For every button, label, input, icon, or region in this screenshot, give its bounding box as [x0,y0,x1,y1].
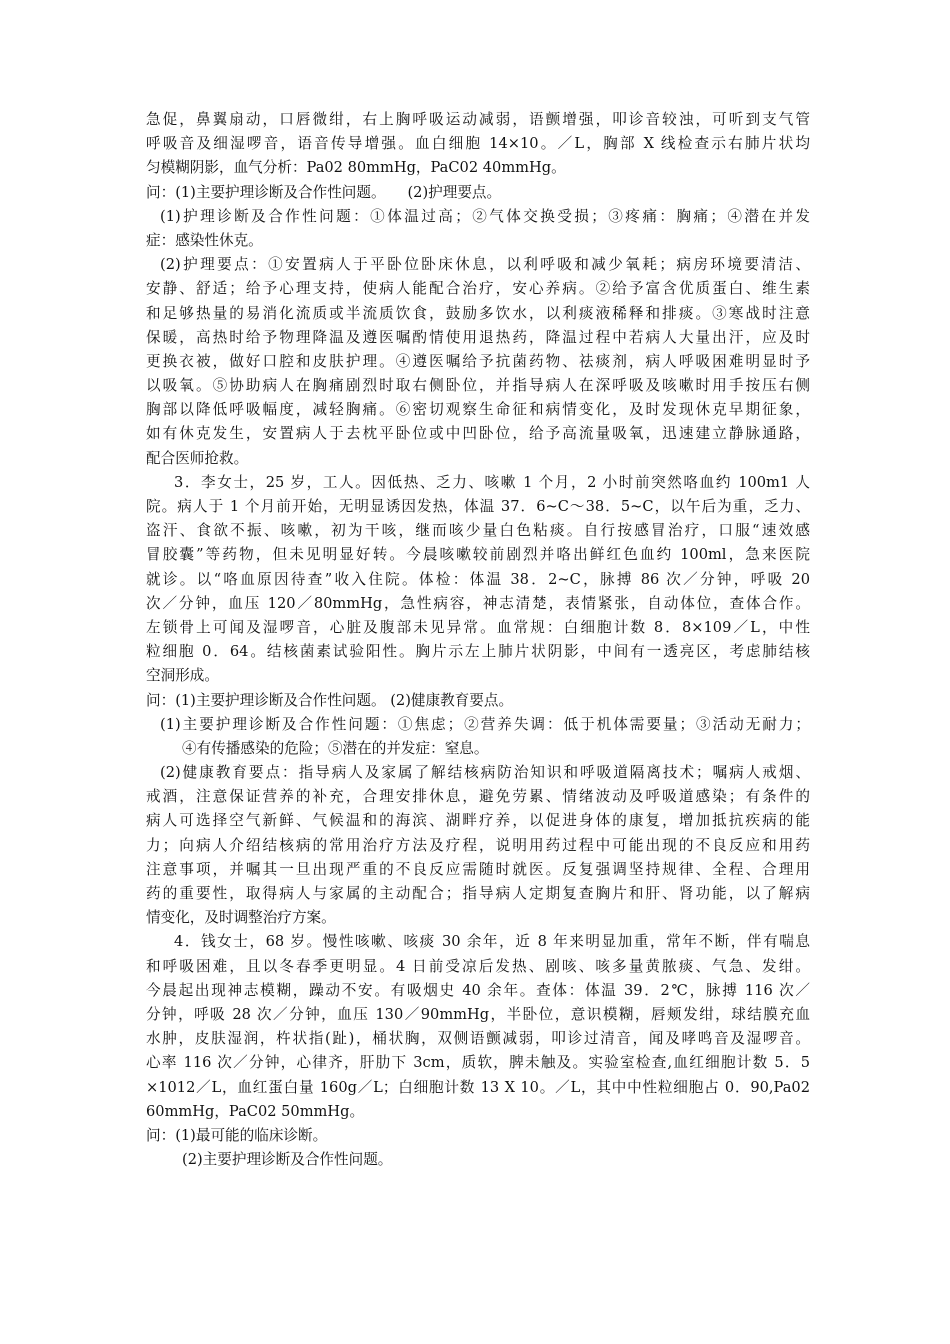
answer3-line-2: ④有传播感染的危险；⑤潜在的并发症：窒息。 [182,739,489,757]
care-points-line-6: 以吸氧。⑤协助病人在胸痛剧烈时取右侧卧位，并指导病人在深呼吸及咳嗽时用手按压右侧 [146,377,810,395]
case3-line-4: 冒胶囊”等药物，但未见明显好转。今晨咳嗽较前剧烈并咯出鲜红色血约 100ml，急来医院 [146,546,810,564]
care-points-line-1: (2)护理要点：①安置病人于平卧位卧床休息，以利呼吸和减少氧耗；病房环境要清洁、 [160,256,810,274]
case3-line-6: 次／分钟，血压 120／80mmHg，急性病容，神志清楚，表情紧张，自动体位，查体合作。 [146,594,810,612]
case4-line-3: 今晨起出现神志模糊，躁动不安。有吸烟史 40 余年。查体：体温 39．2℃，脉搏 116 次／ [146,981,810,999]
case4-line-5: 水肿，皮肤湿润，杵状指(趾)，桶状胸，双侧语颤减弱，叩诊过清音，闻及哮鸣音及湿啰音。 [146,1030,810,1048]
education-line-3: 病人可选择空气新鲜、气候温和的海滨、湖畔疗养，以促进身体的康复，增加抵抗疾病的能 [146,812,810,830]
text-line-1: 急促，鼻翼扇动，口唇微绀，右上胸呼吸运动减弱，语颤增强，叩诊音较浊，可听到支气管 [146,111,810,128]
answer-line-1: (1)护理诊断及合作性问题：①体温过高；②气体交换受损；③疼痛：胸痛；④潜在并发 [160,207,810,225]
care-points-line-8: 如有休克发生，安置病人于去枕平卧位或中凹卧位，给予高流量吸氧，迅速建立静脉通路， [146,425,810,443]
text-line-3: 匀模糊阴影，血气分析：Pa02 80mmHg，PaC02 40mmHg。 [146,159,566,177]
question-line-3: 问：(1)最可能的临床诊断。 [146,1126,328,1144]
case4-line-2: 和呼吸困难，且以冬春季更明显。4 日前受凉后发热、剧咳、咳多量黄脓痰、气急、发绀。 [146,957,810,975]
case4-line-4: 分钟，呼吸 28 次／分钟，血压 130／90mmHg，半卧位，意识模糊，唇颊发绀，球结膜充血 [146,1005,810,1023]
education-line-5: 注意事项，并嘱其一旦出现严重的不良反应需随时就医。反复强调坚持规律、全程、合理用 [146,860,810,878]
case4-line-6: 心率 116 次／分钟，心律齐，肝肋下 3cm，质软，脾未触及。实验室检查,血红细胞计数 5．5 [146,1054,810,1072]
answer-line-2: 症：感染性休克。 [146,231,263,249]
document-page [146,110,810,1174]
case3-line-5: 就诊。以“咯血原因待查”收入住院。体检：体温 38．2~C，脉搏 86 次／分钟，呼吸 20 [146,570,810,588]
education-line-7: 情变化，及时调整治疗方案。 [146,909,336,927]
case3-line-7: 左锁骨上可闻及湿啰音，心脏及腹部未见异常。血常规：白细胞计数 8．8×109／L，中性 [146,618,810,636]
case4-line-1: 4．钱女士，68 岁。慢性咳嗽、咳痰 30 余年，近 8 年来明显加重，常年不断，伴有喘息 [174,933,810,951]
case3-line-9: 空洞形成。 [146,667,219,685]
case3-line-8: 粒细胞 0．64。结核菌素试验阳性。胸片示左上肺片状阴影，中间有一透亮区，考虑肺结核 [146,643,810,661]
question-line-4: (2)主要护理诊断及合作性问题。 [182,1151,393,1169]
question-line-2: 问：(1)主要护理诊断及合作性问题。 (2)健康教育要点。 [146,691,514,709]
case4-line-7: ×1012／L，血红蛋白量 160g／L；白细胞计数 13 X 10。／L，其中中性粒细胞占 0．90,Pa02 [146,1078,810,1096]
education-line-2: 戒酒，注意保证营养的补充，合理安排休息，避免劳累、情绪波动及呼吸道感染；有条件的 [146,788,810,806]
care-points-line-9: 配合医师抢救。 [146,449,249,467]
care-points-line-2: 安静、舒适；给予心理支持，使病人能配合治疗，安心养病。②给予富含优质蛋白、维生素 [146,280,810,298]
case4-line-8: 60mmHg，PaC02 50mmHg。 [146,1102,365,1120]
case3-line-1: 3．李女士，25 岁，工人。因低热、乏力、咳嗽 1 个月，2 小时前突然咯血约 100m1 人 [174,473,810,491]
care-points-line-3: 和足够热量的易消化流质或半流质饮食，鼓励多饮水，以利痰液稀释和排痰。③寒战时注意 [146,304,810,322]
education-line-1: (2)健康教育要点：指导病人及家属了解结核病防治知识和呼吸道隔离技术；嘱病人戒烟、 [160,764,810,782]
education-line-6: 药的重要性，取得病人与家属的主动配合；指导病人定期复查胸片和肝、肾功能，以了解病 [146,885,810,902]
education-line-4: 力；向病人介绍结核病的常用治疗方法及疗程，说明用药过程中可能出现的不良反应和用药 [146,836,810,854]
text-line-2: 呼吸音及细湿啰音，语音传导增强。血白细胞 14×10。／L，胸部 X 线检查示右肺片状均 [146,135,810,153]
answer3-line-1: (1)主要护理诊断及合作性问题：①焦虑；②营养失调：低于机体需要量；③活动无耐力； [160,715,810,733]
care-points-line-7: 胸部以降低呼吸幅度，减轻胸痛。⑥密切观察生命征和病情变化，及时发现休克早期征象， [146,401,810,419]
care-points-line-4: 保暖，高热时给予物理降温及遵医嘱酌情使用退热药，降温过程中若病人大量出汗，应及时 [146,328,810,346]
care-points-line-5: 更换衣被，做好口腔和皮肤护理。④遵医嘱给予抗菌药物、祛痰剂，病人呼吸困难明显时予 [146,352,810,370]
case3-line-2: 院。病人于 1 个月前开始，无明显诱因发热，体温 37．6~C～38．5~C，以午后为重，乏力、 [146,498,810,515]
question-line-1: 问：(1)主要护理诊断及合作性问题。 (2)护理要点。 [146,183,502,201]
case3-line-3: 盗汗、食欲不振、咳嗽，初为干咳，继而咳少量白色粘痰。自行按感冒治疗，口服“速效感 [146,522,810,540]
